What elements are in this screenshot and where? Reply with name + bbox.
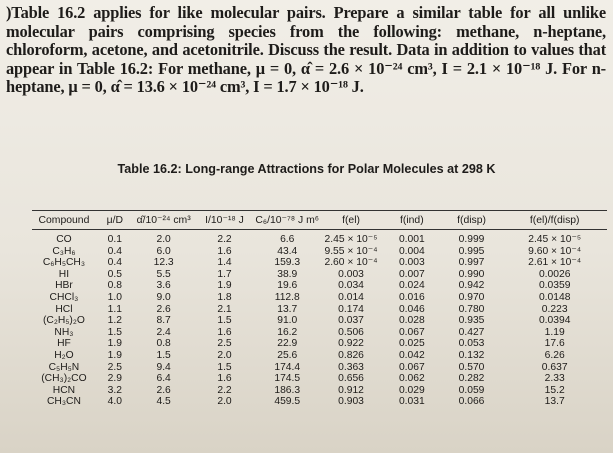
table-row [32, 280, 607, 292]
cell-f-ind: 0.028 [398, 315, 425, 327]
cell-f-el: 0.037 [338, 315, 364, 327]
table-header-row [32, 211, 607, 230]
header-ionization: I/10⁻¹⁸ J [194, 211, 256, 230]
cell-f-disp: 0.780 [458, 303, 485, 315]
cell-f-disp: 0.999 [458, 234, 485, 245]
cell-polarizability: 3.6 [156, 280, 171, 292]
cell-dipole: 1.1 [107, 303, 122, 315]
cell-compound: C₃H₆ [52, 245, 76, 257]
table-row [32, 350, 607, 362]
cell-f-el: 0.014 [338, 291, 364, 303]
cell-compound: (CH₃)₂CO [41, 373, 87, 385]
table-row [32, 385, 607, 397]
cell-f-ind: 0.016 [398, 291, 425, 303]
cell-polarizability: 1.5 [156, 349, 171, 361]
cell-ratio: 1.19 [544, 326, 565, 338]
cell-dipole: 0.8 [107, 280, 122, 292]
cell-dipole: 1.2 [107, 315, 122, 327]
cell-f-disp: 0.935 [458, 315, 485, 327]
cell-polarizability: 2.4 [156, 326, 171, 338]
cell-c6: 459.5 [274, 396, 301, 408]
cell-polarizability: 5.5 [156, 268, 171, 280]
cell-ionization: 2.2 [217, 234, 232, 245]
cell-f-ind: 0.004 [398, 245, 425, 257]
cell-dipole: 2.5 [107, 361, 122, 373]
cell-polarizability: 4.5 [156, 396, 171, 408]
cell-dipole: 3.2 [107, 384, 122, 396]
cell-ionization: 2.2 [217, 384, 232, 396]
cell-ionization: 1.8 [217, 291, 232, 303]
cell-c6: 16.2 [277, 326, 298, 338]
cell-f-disp: 0.427 [458, 326, 485, 338]
cell-f-el: 0.363 [338, 361, 364, 373]
cell-dipole: 0.4 [107, 245, 122, 257]
table-row [32, 257, 607, 269]
table-row [32, 327, 607, 339]
cell-f-el: 0.506 [338, 326, 364, 338]
cell-c6: 159.3 [274, 257, 301, 269]
cell-ratio: 9.60 × 10⁻⁴ [528, 245, 582, 257]
cell-c6: 91.0 [277, 315, 298, 327]
header-f-disp: f(disp) [441, 211, 503, 230]
cell-compound: CH₃CN [46, 396, 81, 408]
header-f-el: f(el) [319, 211, 383, 230]
cell-c6: 22.9 [277, 338, 298, 350]
cell-f-el: 0.174 [338, 303, 364, 315]
cell-f-el: 2.45 × 10⁻⁵ [324, 234, 378, 245]
cell-f-disp: 0.997 [458, 257, 485, 269]
cell-compound: CHCl₃ [49, 291, 79, 303]
cell-f-el: 0.034 [338, 280, 364, 292]
cell-dipole: 1.5 [107, 326, 122, 338]
cell-c6: 174.4 [274, 361, 301, 373]
cell-f-ind: 0.042 [398, 349, 425, 361]
cell-f-disp: 0.990 [458, 268, 485, 280]
cell-compound: H₂O [54, 349, 74, 361]
table-row [32, 315, 607, 327]
cell-f-ind: 0.025 [398, 338, 425, 350]
cell-f-ind: 0.007 [398, 268, 425, 280]
cell-dipole: 0.1 [107, 234, 122, 245]
cell-f-el: 0.912 [338, 384, 364, 396]
problem-statement [6, 4, 606, 97]
cell-polarizability: 2.0 [156, 234, 171, 245]
cell-f-disp: 0.059 [458, 384, 485, 396]
cell-f-ind: 0.062 [398, 373, 425, 385]
cell-f-ind: 0.003 [398, 257, 425, 269]
cell-ratio: 15.2 [544, 384, 565, 396]
cell-dipole: 2.9 [107, 373, 122, 385]
table-row [32, 396, 607, 408]
cell-c6: 174.5 [274, 373, 301, 385]
cell-compound: HCl [55, 303, 73, 315]
cell-ratio: 13.7 [544, 396, 565, 408]
cell-ratio: 17.6 [544, 338, 565, 350]
cell-compound: HBr [55, 280, 73, 292]
table-caption: Table 16.2: Long-range Attractions for Polar Molecules at 298 K [117, 162, 496, 176]
cell-ionization: 1.4 [217, 257, 232, 269]
cell-f-ind: 0.031 [398, 396, 425, 408]
cell-polarizability: 9.4 [156, 361, 171, 373]
problem-text: )Table 16.2 applies for like molecular pairs. Prepare a similar table for all unlike molecular pairs comprising species from the following: methane, n-heptane, chloroform, acetone, and acetonitrile. Discuss the result. Data in addition to values that appear in Table 16.2: For methane, μ = 0, α̂ = 2.6 × 10⁻²⁴ cm³, I = 2.1 × 10⁻¹⁸ J. For n-heptane, μ = 0, α̂ = 13.6 × 10⁻²⁴ cm³, I = 1.7 × 10⁻¹⁸ J. [6, 3, 606, 97]
cell-polarizability: 9.0 [156, 291, 171, 303]
cell-ratio: 0.637 [541, 361, 568, 373]
cell-c6: 112.8 [274, 291, 300, 303]
cell-f-ind: 0.067 [398, 326, 425, 338]
table-body [32, 230, 607, 408]
cell-polarizability: 12.3 [153, 257, 174, 269]
cell-compound: (C₂H₅)₂O [42, 315, 85, 327]
table-row [32, 338, 607, 350]
cell-dipole: 4.0 [107, 396, 122, 408]
cell-ionization: 1.6 [217, 326, 232, 338]
cell-ionization: 1.5 [217, 361, 232, 373]
cell-polarizability: 8.7 [156, 315, 171, 327]
cell-f-el: 0.826 [338, 349, 364, 361]
cell-ratio: 0.0148 [538, 291, 571, 303]
cell-f-el: 0.903 [338, 396, 364, 408]
cell-dipole: 1.9 [107, 338, 122, 350]
cell-c6: 43.4 [277, 245, 298, 257]
cell-polarizability: 2.6 [156, 303, 171, 315]
cell-f-disp: 0.970 [458, 291, 485, 303]
cell-compound: C₆H₅CH₃ [42, 257, 86, 269]
header-polarizability: α̂/10⁻²⁴ cm³ [134, 211, 194, 230]
cell-ionization: 1.5 [217, 315, 232, 327]
cell-ratio: 0.0026 [538, 268, 571, 280]
cell-ionization: 1.7 [217, 268, 232, 280]
cell-f-disp: 0.053 [458, 338, 485, 350]
table-row [32, 246, 607, 258]
cell-c6: 19.6 [277, 280, 298, 292]
cell-c6: 13.7 [277, 303, 298, 315]
table-row [32, 230, 607, 246]
cell-f-disp: 0.132 [458, 349, 485, 361]
header-c6: C₆/10⁻⁷⁸ J m⁶ [255, 211, 319, 230]
cell-dipole: 1.0 [107, 291, 122, 303]
cell-ratio: 2.33 [544, 373, 565, 385]
cell-f-ind: 0.046 [398, 303, 425, 315]
cell-ratio: 2.61 × 10⁻⁴ [528, 257, 582, 269]
cell-ionization: 2.5 [217, 338, 232, 350]
header-compound: Compound [32, 211, 96, 230]
cell-compound: C₅H₅N [48, 361, 80, 373]
header-f-ind: f(ind) [383, 211, 441, 230]
cell-compound: HI [58, 268, 70, 280]
cell-f-disp: 0.282 [458, 373, 485, 385]
cell-ionization: 2.0 [217, 349, 232, 361]
cell-f-disp: 0.995 [458, 245, 485, 257]
cell-ratio: 0.223 [541, 303, 568, 315]
cell-ionization: 1.6 [217, 245, 232, 257]
attractions-table [32, 210, 607, 408]
cell-dipole: 0.5 [107, 268, 122, 280]
cell-polarizability: 6.4 [156, 373, 171, 385]
cell-ionization: 2.0 [217, 396, 232, 408]
cell-f-el: 0.922 [338, 338, 364, 350]
table-row [32, 304, 607, 316]
table-row [32, 292, 607, 304]
table-row [32, 362, 607, 374]
cell-compound: HF [57, 338, 71, 350]
cell-ratio: 6.26 [544, 349, 565, 361]
cell-f-disp: 0.942 [458, 280, 485, 292]
cell-ionization: 1.9 [217, 280, 232, 292]
table-row [32, 269, 607, 281]
cell-f-ind: 0.029 [398, 384, 425, 396]
cell-dipole: 0.4 [107, 257, 122, 269]
cell-polarizability: 6.0 [156, 245, 171, 257]
cell-polarizability: 2.6 [156, 384, 171, 396]
cell-ionization: 2.1 [217, 303, 232, 315]
cell-ionization: 1.6 [217, 373, 232, 385]
header-ratio: f(el)/f(disp) [502, 211, 607, 230]
cell-compound: HCN [52, 384, 76, 396]
cell-f-el: 9.55 × 10⁻⁴ [324, 245, 378, 257]
cell-polarizability: 0.8 [156, 338, 171, 350]
cell-f-el: 0.003 [338, 268, 364, 280]
cell-f-disp: 0.066 [458, 396, 485, 408]
cell-dipole: 1.9 [107, 349, 122, 361]
cell-f-disp: 0.570 [458, 361, 485, 373]
cell-c6: 186.3 [274, 384, 301, 396]
cell-f-ind: 0.067 [398, 361, 425, 373]
cell-f-ind: 0.001 [398, 234, 425, 245]
cell-f-el: 2.60 × 10⁻⁴ [324, 257, 378, 269]
cell-f-el: 0.656 [338, 373, 364, 385]
cell-f-ind: 0.024 [398, 280, 425, 292]
header-dipole: μ/D [96, 211, 134, 230]
table-row [32, 373, 607, 385]
cell-ratio: 0.0359 [538, 280, 571, 292]
cell-compound: NH₃ [54, 326, 74, 338]
cell-c6: 6.6 [280, 234, 295, 245]
cell-c6: 38.9 [277, 268, 298, 280]
cell-compound: CO [56, 234, 72, 245]
cell-ratio: 2.45 × 10⁻⁵ [528, 234, 582, 245]
cell-c6: 25.6 [277, 349, 298, 361]
cell-ratio: 0.0394 [538, 315, 571, 327]
